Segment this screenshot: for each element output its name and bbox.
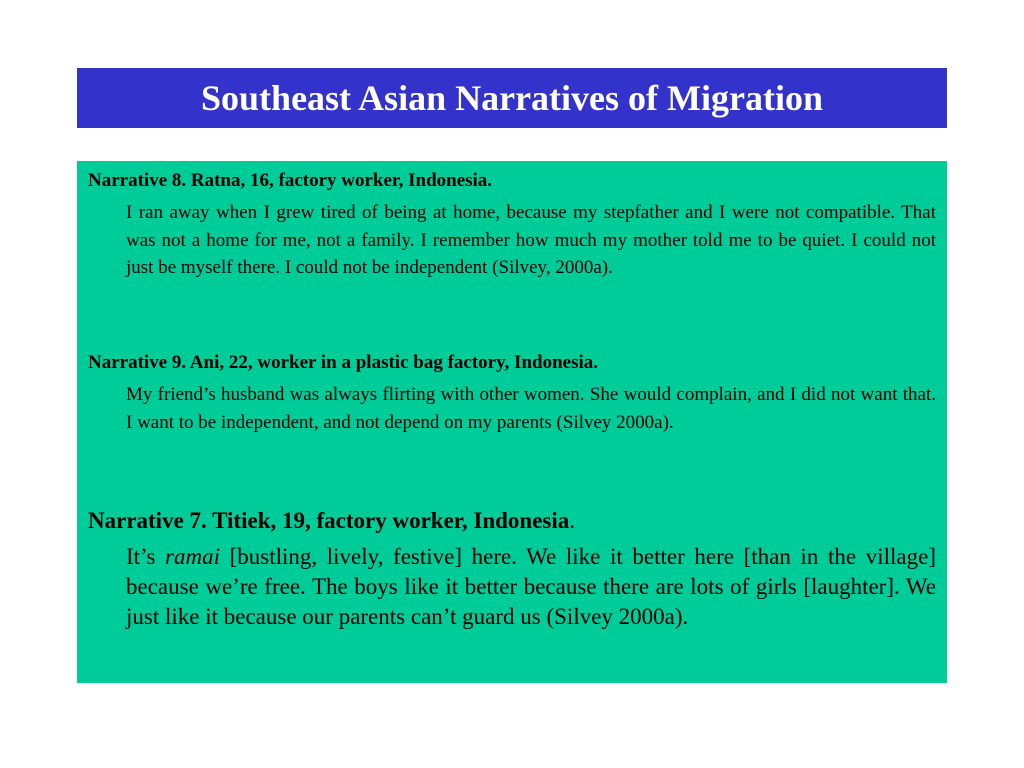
quote-rest: [bustling, lively, festive] here. We like it better here [than in the village] because we’re free. The boys like it better because there are lots of girls [laughter]. We just like it because our parents can’t guard us (Silvey 2000a). <box>126 544 937 629</box>
quote-start: It’s <box>126 544 166 569</box>
narrative-quote: I ran away when I grew tired of being at home, because my stepfather and I were not compatible. That was not a home for me, not a family. I remember how much my mother told me to be quiet. I could not just be myself there. I could not be independent (Silvey, 2000a). <box>126 202 936 278</box>
quote-italic-term: ramai <box>165 544 220 569</box>
narrative-heading-line <box>88 506 936 536</box>
narrative-7 <box>88 506 936 632</box>
narrative-8 <box>88 169 936 282</box>
slide-title: Southeast Asian Narratives of Migration <box>201 78 823 118</box>
narrative-heading: Narrative 8. Ratna, 16, factory worker, Indonesia. <box>88 170 493 191</box>
slide-title-bar <box>77 68 947 128</box>
narrative-quote: My friend’s husband was always flirting with other women. She would complain, and I did not want that. I want to be independent, and not depend on my parents (Silvey 2000a). <box>126 384 936 433</box>
narrative-9 <box>88 351 936 436</box>
narrative-quote <box>126 542 936 632</box>
narrative-heading: Narrative 9. Ani, 22, worker in a plastic bag factory, Indonesia. <box>88 352 599 373</box>
narrative-heading-period: . <box>569 508 576 533</box>
narratives-panel <box>77 161 947 683</box>
narrative-heading: Narrative 7. Titiek, 19, factory worker, Indonesia <box>88 508 570 533</box>
